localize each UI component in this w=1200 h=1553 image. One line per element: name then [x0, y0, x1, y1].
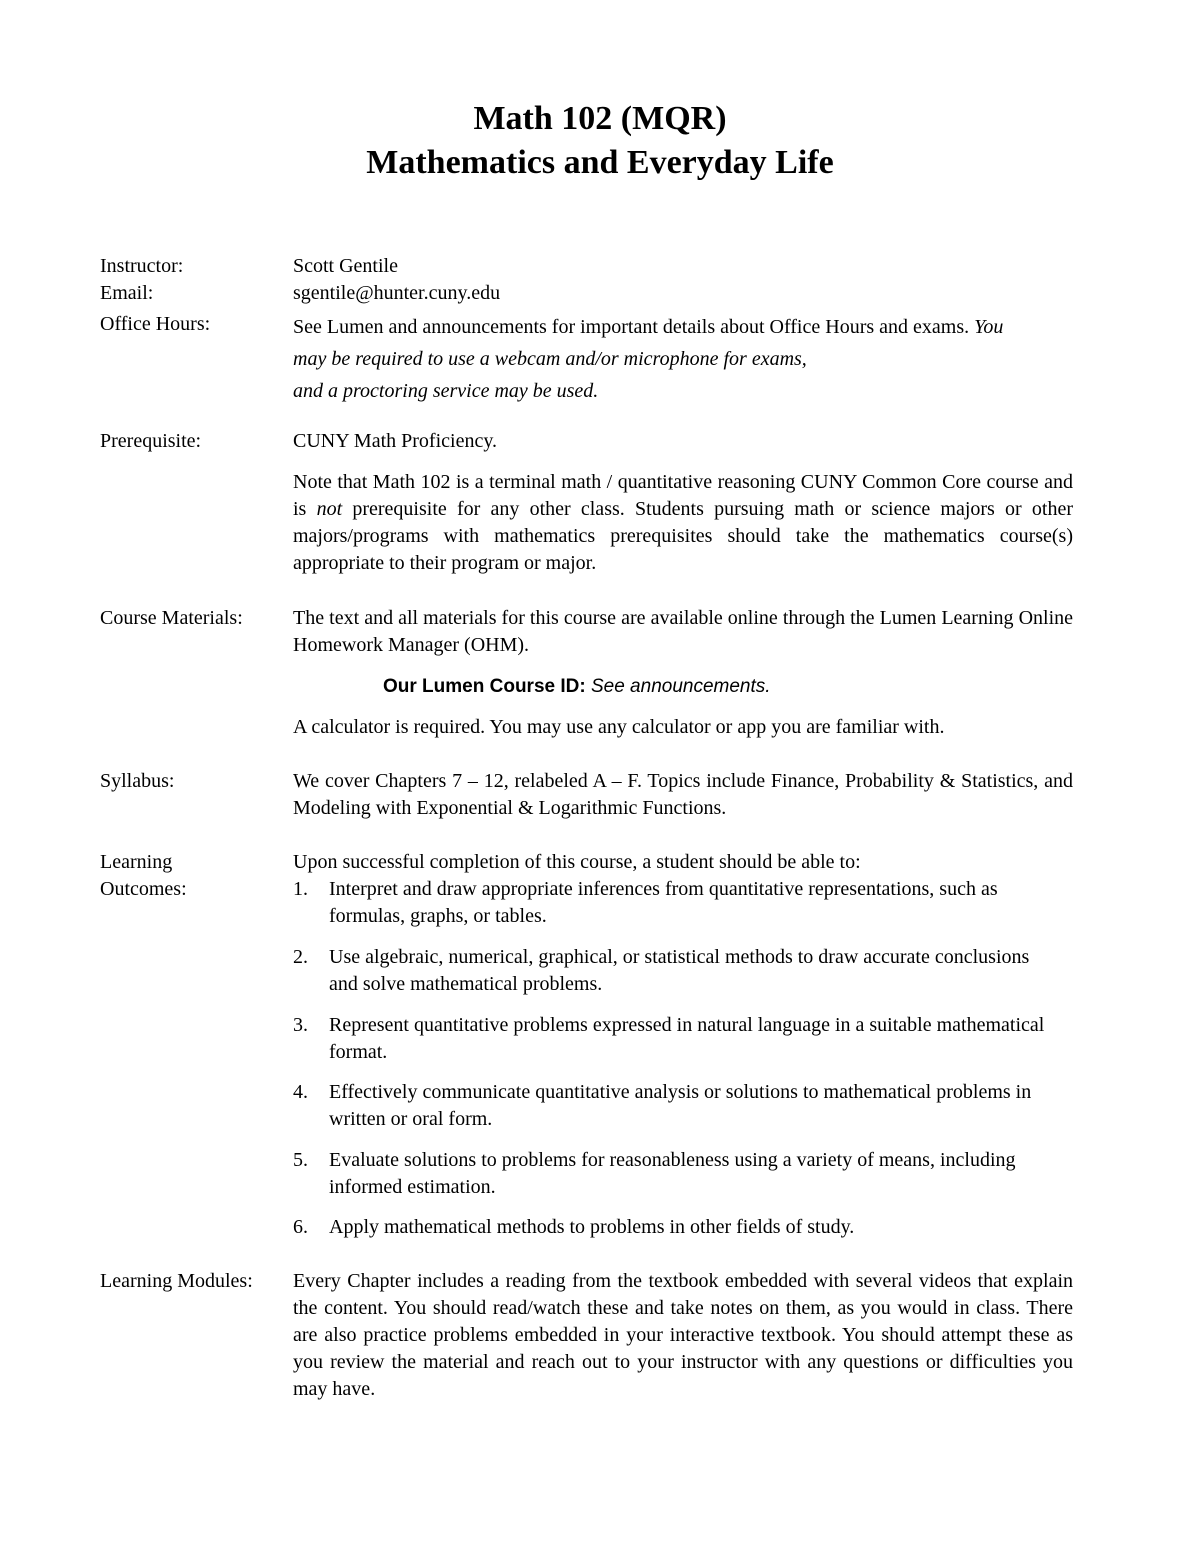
course-subtitle: Mathematics and Everyday Life	[366, 144, 834, 181]
prerequisite-note-emphasis: not	[316, 498, 343, 520]
instructor-name: Scott Gentile	[293, 255, 398, 277]
outcome-number: 1.	[293, 878, 308, 900]
course-materials-label: Course Materials:	[100, 607, 243, 629]
learning-outcomes-label-line1: Learning	[100, 851, 173, 873]
instructor-label: Instructor:	[100, 255, 184, 277]
learning-outcomes-label-line2: Outcomes:	[100, 878, 187, 900]
office-hours-details: See Lumen and announcements for important details about Office Hours and exams.	[293, 316, 970, 338]
calculator-note: A calculator is required. You may use any calculator or app you are familiar with.	[293, 716, 945, 738]
syllabus-label: Syllabus:	[100, 770, 175, 792]
outcome-item: Effectively communicate quantitative analysis or solutions to mathematical problems in written or oral form.	[329, 1081, 1032, 1130]
outcome-number: 2.	[293, 946, 308, 968]
outcome-number: 4.	[293, 1081, 308, 1103]
office-hours-text	[293, 311, 1033, 407]
syllabus-text: We cover Chapters 7 – 12, relabeled A – F. Topics include Finance, Probability & Statistics, and Modeling with Exponential & Logarithmic Functions.	[293, 770, 1073, 819]
learning-modules-label: Learning Modules:	[100, 1270, 253, 1292]
office-hours-exam-note-line1: You may be required to use a webcam and/or microphone for exams,	[293, 316, 1004, 370]
email-value[interactable]: sgentile@hunter.cuny.edu	[293, 282, 501, 304]
learning-outcomes-intro: Upon successful completion of this course, a student should be able to:	[293, 851, 861, 873]
outcome-number: 5.	[293, 1149, 308, 1171]
email-label: Email:	[100, 282, 154, 304]
learning-modules-text: Every Chapter includes a reading from the textbook embedded with several videos that explain the content. You should read/watch these and take notes on them, as you would in class. There are also practice problems embedded in your interactive textbook. You should attempt these as you review the material and reach out to your instructor with any questions or difficulties you may have.	[293, 1270, 1073, 1400]
outcome-item: Interpret and draw appropriate inferences from quantitative representations, such as formulas, graphs, or tables.	[329, 878, 998, 927]
outcome-number: 3.	[293, 1014, 308, 1036]
lumen-course-id-value: See announcements.	[590, 676, 771, 697]
office-hours-exam-note-line2: and a proctoring service may be used.	[293, 380, 599, 402]
outcome-number: 6.	[293, 1216, 308, 1238]
office-hours-label: Office Hours:	[100, 313, 211, 335]
prerequisite-label: Prerequisite:	[100, 430, 202, 452]
prerequisite-note-before: Note that Math 102 is a terminal math / quantitative reasoning CUNY Common Core course and is	[293, 471, 1073, 520]
course-materials-text: The text and all materials for this course are available online through the Lumen Learning Online Homework Manager (OHM).	[293, 607, 1073, 656]
outcome-item: Use algebraic, numerical, graphical, or statistical methods to draw accurate conclusions and solve mathematical problems.	[329, 946, 1030, 995]
outcome-item: Apply mathematical methods to problems in other fields of study.	[329, 1216, 855, 1238]
prerequisite-note	[293, 469, 1073, 577]
prerequisite-value: CUNY Math Proficiency.	[293, 430, 498, 452]
outcome-item: Represent quantitative problems expressed in natural language in a suitable mathematical format.	[329, 1014, 1045, 1063]
lumen-course-id	[383, 673, 771, 700]
outcome-item: Evaluate solutions to problems for reasonableness using a variety of means, including informed estimation.	[329, 1149, 1016, 1198]
course-title: Math 102 (MQR)	[473, 100, 727, 137]
lumen-course-id-label: Our Lumen Course ID:	[383, 676, 586, 697]
prerequisite-note-after: prerequisite for any other class. Students pursuing math or science majors or other majors/programs with mathematics prerequisites should take the mathematics course(s) appropriate to their program or major.	[293, 498, 1074, 574]
